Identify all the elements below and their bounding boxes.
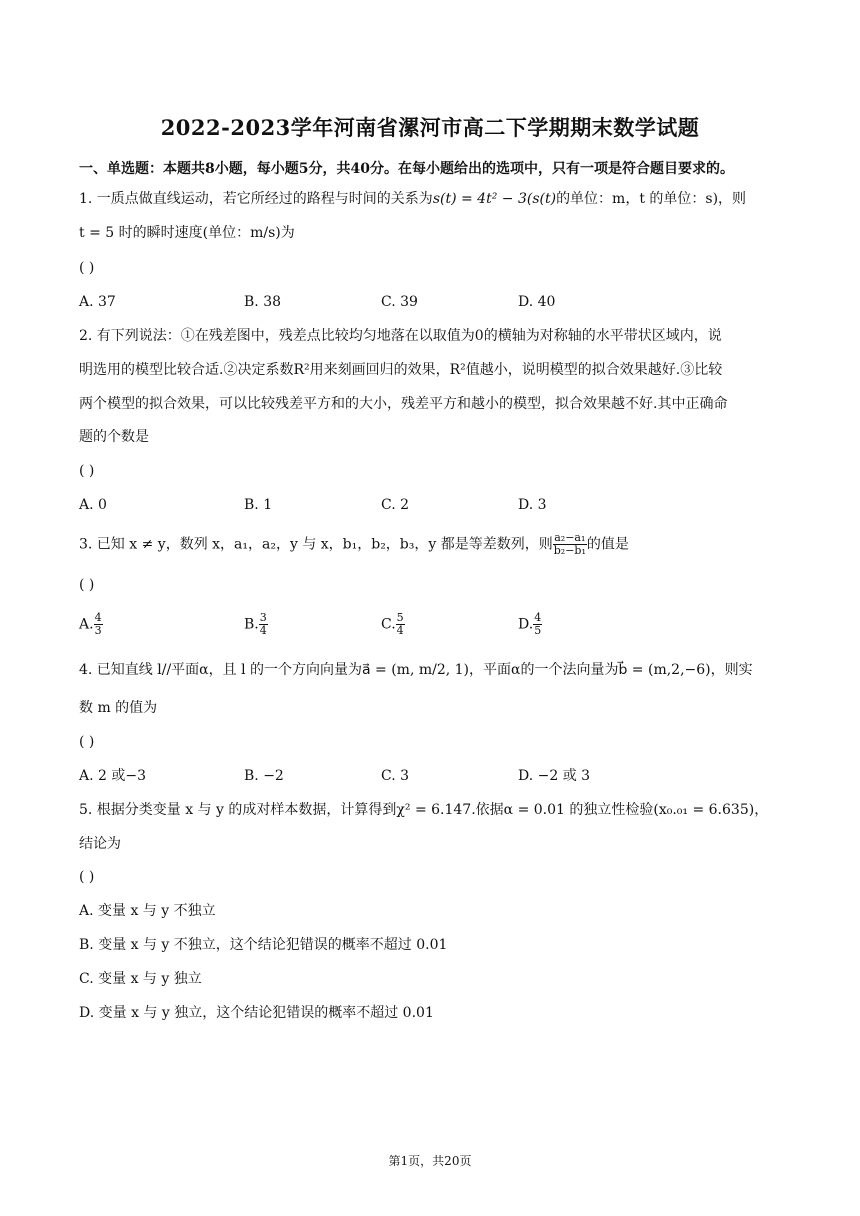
question-2-option-d: D. 3 xyxy=(518,497,547,513)
question-1-option-d: D. 40 xyxy=(518,294,556,310)
option-label: B. xyxy=(244,616,259,633)
question-3-option-a xyxy=(79,612,103,637)
question-2-line-2: 明选用的模型比较合适.②决定系数R²用来刻画回归的效果，R²值越小，说明模型的拟合效果越好.③比较 xyxy=(79,362,723,378)
question-2-option-b: B. 1 xyxy=(244,497,273,513)
option-denominator: 4 xyxy=(396,624,404,637)
option-numerator: 4 xyxy=(94,611,102,624)
question-5-line-2: 结论为 xyxy=(79,836,121,852)
question-5-option-d: D. 变量 x 与 y 独立，这个结论犯错误的概率不超过 0.01 xyxy=(79,1005,434,1021)
question-5-line-1: 5. 根据分类变量 x 与 y 的成对样本数据，计算得到χ² = 6.147.依据α = 0.01 的独立性检验(x₀.₀₁ = 6.635)， xyxy=(79,802,769,818)
fraction-numerator: a₂−a₁ xyxy=(554,531,586,544)
question-2-line-3: 两个模型的拟合效果，可以比较残差平方和的大小，残差平方和越小的模型，拟合效果越不好.其中正确命 xyxy=(79,396,728,412)
question-1-option-c: C. 39 xyxy=(381,294,418,310)
question-3-text-b: 的值是 xyxy=(586,536,629,553)
question-5-option-a: A. 变量 x 与 y 不独立 xyxy=(79,903,216,919)
question-1-option-b: B. 38 xyxy=(244,294,282,310)
question-2-option-a: A. 0 xyxy=(79,497,107,513)
question-3-option-d xyxy=(518,612,542,637)
question-2-paren: ( ) xyxy=(79,463,95,479)
question-5-option-b: B. 变量 x 与 y 不独立，这个结论犯错误的概率不超过 0.01 xyxy=(79,937,448,953)
question-1-line-2: t = 5 时的瞬时速度(单位：m/s)为 xyxy=(79,225,295,241)
option-label: A. xyxy=(79,616,94,633)
question-2-line-1: 2. 有下列说法：①在残差图中，残差点比较均匀地落在以取值为0的横轴为对称轴的水平带状区域内，说 xyxy=(79,328,722,344)
question-2-option-c: C. 2 xyxy=(381,497,410,513)
question-5-option-c: C. 变量 x 与 y 独立 xyxy=(79,971,202,987)
question-3-option-c xyxy=(381,612,405,637)
fraction-denominator: b₂−b₁ xyxy=(553,544,586,557)
question-4-line-1: 4. 已知直线 l//平面α，且 l 的一个方向向量为a⃗ = (m, m/2, 1)，平面α的一个法向量为b⃗ = (m,2,−6)，则实 xyxy=(79,662,753,678)
option-denominator: 4 xyxy=(259,624,267,637)
option-denominator: 3 xyxy=(94,624,102,637)
question-5-paren: ( ) xyxy=(79,869,95,885)
question-3-paren: ( ) xyxy=(79,577,95,593)
question-4-paren: ( ) xyxy=(79,734,95,750)
question-4-option-a: A. 2 或−3 xyxy=(79,768,147,784)
question-1-paren: ( ) xyxy=(79,260,95,276)
section-heading: 一、单选题：本题共8小题，每小题5分，共40分。在每小题给出的选项中，只有一项是符合题目要求的。 xyxy=(79,161,734,177)
option-numerator: 4 xyxy=(534,611,542,624)
question-1-line-1 xyxy=(79,188,791,210)
page-footer: 第1页，共20页 xyxy=(388,1154,472,1168)
option-label: D. xyxy=(518,616,534,633)
option-denominator: 5 xyxy=(534,624,542,637)
question-1-text-b: 的单位：m，t 的单位：s)，则 xyxy=(556,191,747,207)
question-1-text-a: 1. 一质点做直线运动，若它所经过的路程与时间的关系为 xyxy=(79,191,433,207)
question-3-option-b xyxy=(244,612,268,637)
option-numerator: 3 xyxy=(259,611,267,624)
question-4-option-d: D. −2 或 3 xyxy=(518,768,591,784)
question-3-fraction xyxy=(553,532,587,557)
option-numerator: 5 xyxy=(396,611,404,624)
question-3-text-a: 3. 已知 x ≠ y，数列 x，a₁，a₂，y 与 x，b₁，b₂，b₃，y 都是等差数列，则 xyxy=(79,536,553,553)
question-3-line-1 xyxy=(79,532,791,557)
question-4-option-c: C. 3 xyxy=(381,768,410,784)
question-2-line-4: 题的个数是 xyxy=(79,429,149,445)
question-4-line-2: 数 m 的值为 xyxy=(79,700,158,716)
page-title: 2022-2023学年河南省漯河市高二下学期期末数学试题 xyxy=(160,115,700,140)
question-1-formula: s(t) = 4t² − 3(s(t) xyxy=(432,191,557,207)
question-4-option-b: B. −2 xyxy=(244,768,284,784)
option-label: C. xyxy=(381,616,396,633)
question-1-option-a: A. 37 xyxy=(79,294,116,310)
